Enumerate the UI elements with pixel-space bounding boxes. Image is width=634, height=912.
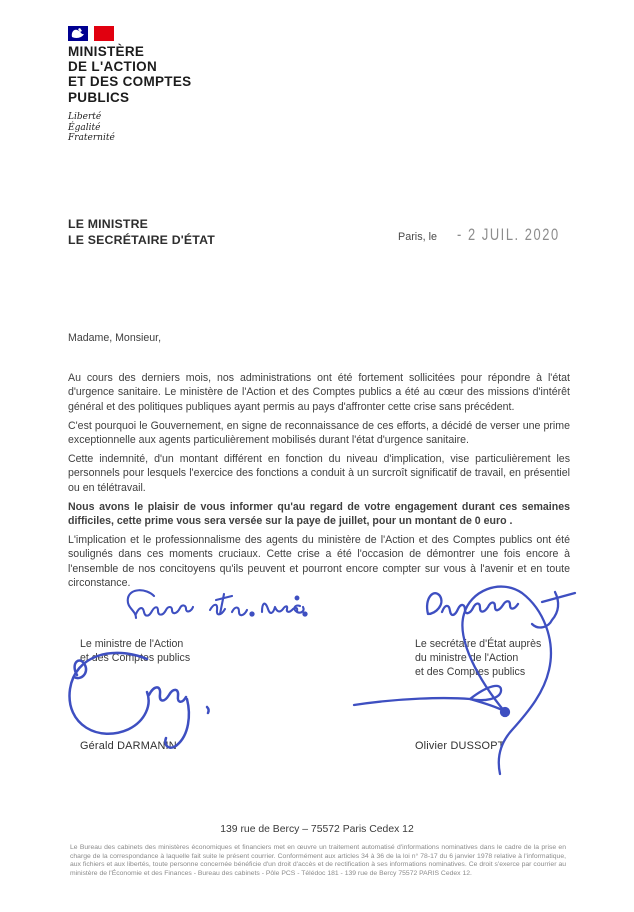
motto-line: Liberté — [68, 111, 102, 122]
ministry-line: MINISTÈRE — [68, 44, 145, 59]
motto-line: Fraternité — [68, 133, 115, 144]
signatory-name-darmanin: Gérald DARMANIN — [80, 740, 177, 752]
place-label: Paris, le — [398, 231, 438, 243]
ministry-name — [68, 44, 191, 105]
footer-address: 139 rue de Bercy – 75572 Paris Cedex 12 — [220, 824, 414, 835]
paragraph-5: L'implication et le professionnalisme des agents du ministère de l'Action et des Comptes publics ont été soulignés dans ces moments cruciaux. Cette crise a été l'occasion de démontrer une fois encore à l'ensemble de nos concitoyens qu'ils peuvent et pourront encore compter sur vous à l'avenir et en toute circonstance. — [68, 534, 570, 589]
signatory-title-right — [415, 637, 541, 679]
paragraph-1: Au cours des derniers mois, nos administrations ont été fortement sollicitées pour répondre à l'état d'urgence sanitaire. Le ministère de l'Action et des Comptes publics a été au cœur des missions d'intérêt général et des politiques publiques ayant permis au pays d'affronter cette crise sans précédent. — [68, 372, 570, 413]
signatory-title-left — [80, 637, 190, 665]
salutation: Madame, Monsieur, — [68, 332, 162, 344]
letterhead — [68, 26, 191, 144]
date-stamp: - 2 JUIL. 2020 — [457, 226, 560, 244]
paragraph-4-bold: Nous avons le plaisir de vous informer qu'au regard de votre engagement durant ces semaines difficiles, cette prime vous sera versée sur la paye de juillet, pour un montant de 0 euro . — [68, 500, 570, 528]
paragraph-3: Cette indemnité, d'un montant différent en fonction du niveau d'implication, vise particulièrement les personnels pour lesquels l'exercice des fonctions a conduit à un surcroît significatif de travail, en présentiel ou en télétravail. — [68, 453, 570, 494]
motto-line: Égalité — [68, 122, 101, 133]
ministry-line: PUBLICS — [68, 89, 130, 105]
sender-title-secretary: LE SECRÉTAIRE D'ÉTAT — [68, 232, 215, 247]
ministry-line: ET DES COMPTES — [68, 74, 192, 90]
signature-darmanin-strokes — [70, 653, 209, 748]
signatory-title-line: et des Comptes publics — [415, 666, 526, 678]
paragraph-2: C'est pourquoi le Gouvernement, en signe de reconnaissance de ces efforts, a décidé de verser une prime exceptionnelle aux agents particulièrement mobilisés durant l'état d'urgence sanitaire. — [68, 419, 570, 447]
french-flag-icon — [68, 26, 114, 41]
signatory-name-dussopt: Olivier DUSSOPT — [415, 740, 505, 752]
dateline — [398, 226, 589, 245]
signatory-title-line: Le secrétaire d'État auprès — [415, 638, 542, 650]
signatory-title-line: Le ministre de l'Action — [80, 638, 184, 650]
flag-red-block — [94, 26, 114, 41]
legal-notice: Le Bureau des cabinets des ministères économiques et financiers met en œuvre un traitement automatisé d'informations nominatives dans le cadre de la prise en charge de la correspondance à laquelle fait suite le présent courrier. Conformément aux articles 34 à 36 de la loi n° 78-17 du 6 janvier 1978 relative à l'informatique, aux fichiers et aux libertés, toute personne concernée bénéficie d'un droit d'accès et de rectification à ses informations nominatives. Ce droit s'exerce par courrier au ministère de l'Économie et des Finances - Bureau des cabinets - Pôle PCS - Télédoc 181 - 139 rue de Bercy 75572 PARIS Cedex 12. — [70, 844, 566, 878]
republic-motto — [68, 112, 191, 144]
letter-body — [68, 331, 570, 595]
sender-titles — [68, 217, 215, 248]
sender-title-minister: LE MINISTRE — [68, 217, 149, 231]
signatory-title-line: et des Comptes publics — [80, 652, 191, 664]
ministry-line: DE L'ACTION — [68, 59, 158, 75]
signatory-title-line: du ministre de l'Action — [415, 652, 519, 664]
